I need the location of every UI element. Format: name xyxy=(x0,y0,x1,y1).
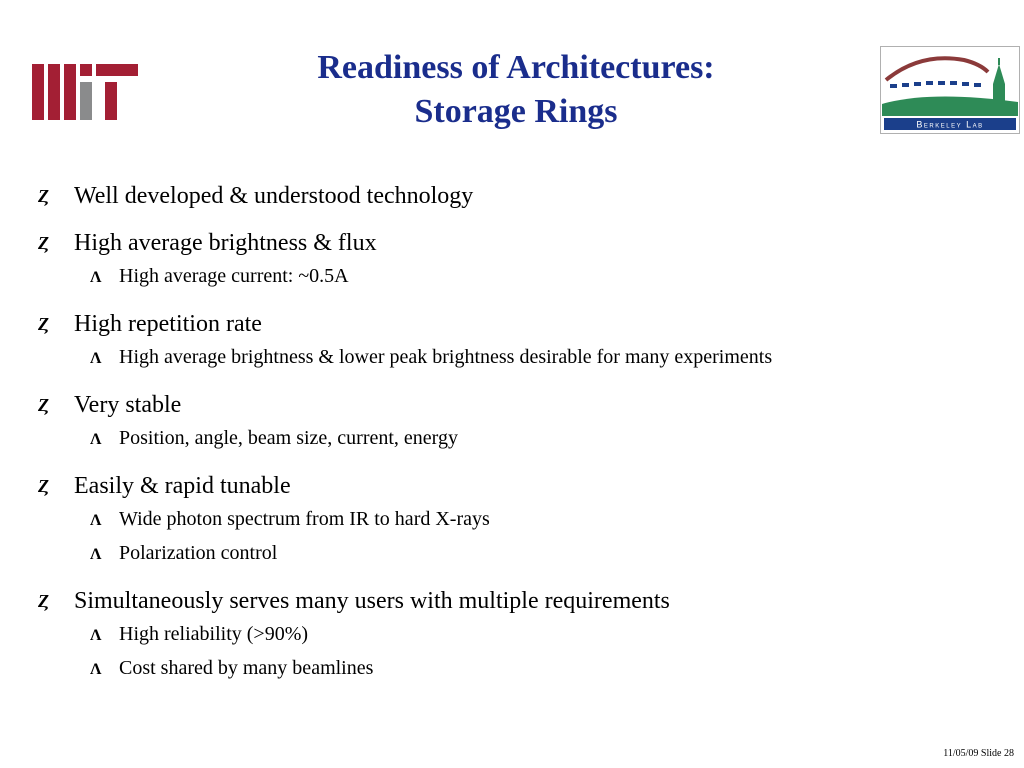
mit-logo xyxy=(32,64,138,120)
bullet-item xyxy=(38,470,998,503)
sub-bullet-text: Cost shared by many beamlines xyxy=(119,657,374,679)
sub-bullet-item xyxy=(38,260,998,294)
bullet-text: Simultaneously serves many users with multiple requirements xyxy=(74,588,670,614)
sub-bullet-text: High average current: ~0.5A xyxy=(119,265,349,287)
bullet-marker-icon: Ȥ xyxy=(38,314,49,334)
title-line-1: Readiness of Architectures: xyxy=(317,49,715,86)
bullet-list xyxy=(38,180,998,686)
sub-bullet-marker-icon: Ʌ xyxy=(90,661,102,678)
sub-bullet-marker-icon: Ʌ xyxy=(90,269,102,286)
bullet-text: Easily & rapid tunable xyxy=(74,473,291,499)
sub-bullet-item xyxy=(38,537,998,571)
sub-bullet-marker-icon: Ʌ xyxy=(90,350,102,367)
bullet-item xyxy=(38,585,998,618)
bullet-marker-icon: Ȥ xyxy=(38,591,49,611)
sub-bullet-marker-icon: Ʌ xyxy=(90,431,102,448)
sub-bullet-text: Polarization control xyxy=(119,542,278,564)
sub-bullet-item xyxy=(38,652,998,686)
bullet-item xyxy=(38,227,998,260)
bullet-text: High repetition rate xyxy=(74,311,262,337)
bullet-marker-icon: Ȥ xyxy=(38,186,49,206)
berkeley-lab-text: Berkeley Lab xyxy=(916,119,984,130)
slide-title xyxy=(200,46,832,134)
sub-bullet-item xyxy=(38,422,998,456)
sub-bullet-text: Wide photon spectrum from IR to hard X-rays xyxy=(119,508,490,530)
sub-bullet-item xyxy=(38,618,998,652)
sub-bullet-item xyxy=(38,503,998,537)
bullet-marker-icon: Ȥ xyxy=(38,233,49,253)
sub-bullet-text: High reliability (>90%) xyxy=(119,623,309,645)
berkeley-lab-logo xyxy=(880,46,1020,134)
sub-bullet-marker-icon: Ʌ xyxy=(90,512,102,529)
bullet-item xyxy=(38,308,998,341)
sub-bullet-text: Position, angle, beam size, current, energy xyxy=(119,427,458,449)
bullet-text: High average brightness & flux xyxy=(74,230,377,256)
bullet-item xyxy=(38,389,998,422)
sub-bullet-text: High average brightness & lower peak brightness desirable for many experiments xyxy=(119,346,773,368)
sub-bullet-marker-icon: Ʌ xyxy=(90,546,102,563)
bullet-marker-icon: Ȥ xyxy=(38,395,49,415)
sub-bullet-item xyxy=(38,341,998,375)
slide-footer: 11/05/09 Slide 28 xyxy=(943,748,1014,759)
bullet-marker-icon: Ȥ xyxy=(38,476,49,496)
bullet-item xyxy=(38,180,998,213)
bullet-text: Well developed & understood technology xyxy=(74,183,474,209)
bullet-text: Very stable xyxy=(74,392,182,418)
title-line-2: Storage Rings xyxy=(414,93,618,130)
sub-bullet-marker-icon: Ʌ xyxy=(90,627,102,644)
